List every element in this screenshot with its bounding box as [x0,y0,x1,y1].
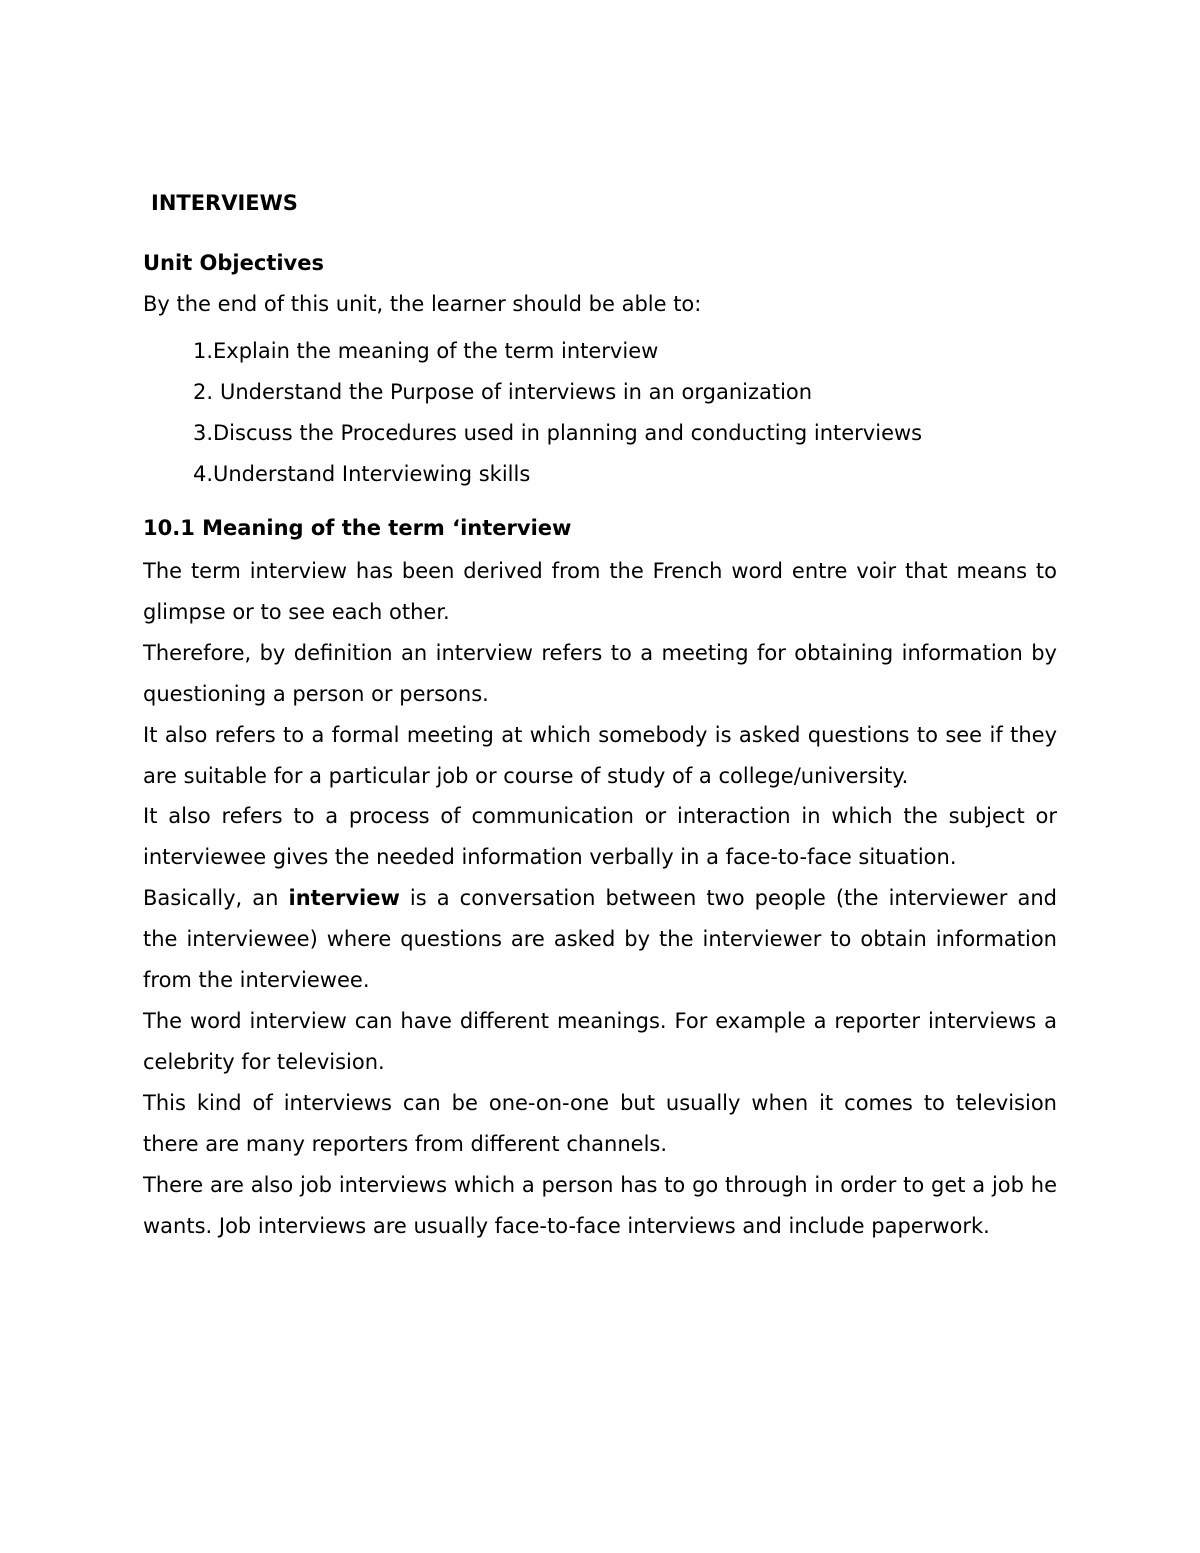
paragraph-text: is a conversation between two people (the interviewer and the interviewee) where questions are asked by the interviewer to obtain information from the interviewee. [143,886,1057,993]
paragraph: This kind of interviews can be one-on-one but usually when it comes to television there are many reporters from different channels. [143,1090,1057,1156]
objective-item [143,454,1063,495]
section-heading: 10.1 Meaning of the term ‘interview [143,516,572,540]
objective-number: 4. [192,462,213,486]
objective-item [143,413,1063,454]
objective-number: 1. [192,339,213,363]
bold-term: interview [288,886,400,911]
paragraph: It also refers to a formal meeting at which somebody is asked questions to see if they are suitable for a particular job or course of study of a college/university. [143,722,1057,788]
objectives-list [143,331,1063,495]
objective-item [143,372,1063,413]
paragraph: It also refers to a process of communication or interaction in which the subject or interviewee gives the needed information verbally in a face-to-face situation. [143,804,1057,870]
objective-text: Understand Interviewing skills [213,462,531,486]
paragraph: Therefore, by definition an interview refers to a meeting for obtaining information by questioning a person or persons. [143,640,1057,706]
paragraph: There are also job interviews which a person has to go through in order to get a job he wants. Job interviews are usually face-to-face interviews and include paperwork. [143,1172,1057,1238]
section-body [143,551,1057,1246]
objectives-intro: By the end of this unit, the learner should be able to: [143,292,702,316]
objective-text: Discuss the Procedures used in planning and conducting interviews [213,421,923,445]
objective-number: 3. [192,421,213,445]
objective-item [143,331,1063,372]
paragraph: The term interview has been derived from the French word entre voir that means to glimpse or to see each other. [143,559,1057,624]
objective-number: 2. [192,380,213,404]
objective-text: Explain the meaning of the term interview [213,339,659,363]
objectives-heading: Unit Objectives [143,251,324,275]
paragraph-text: Basically, an [143,886,289,911]
objective-text: Understand the Purpose of interviews in an organization [220,380,813,404]
document-title: INTERVIEWS [151,191,298,215]
paragraph: The word interview can have different meanings. For example a reporter interviews a celebrity for television. [143,1008,1057,1074]
paragraph-basically [143,878,1057,1001]
